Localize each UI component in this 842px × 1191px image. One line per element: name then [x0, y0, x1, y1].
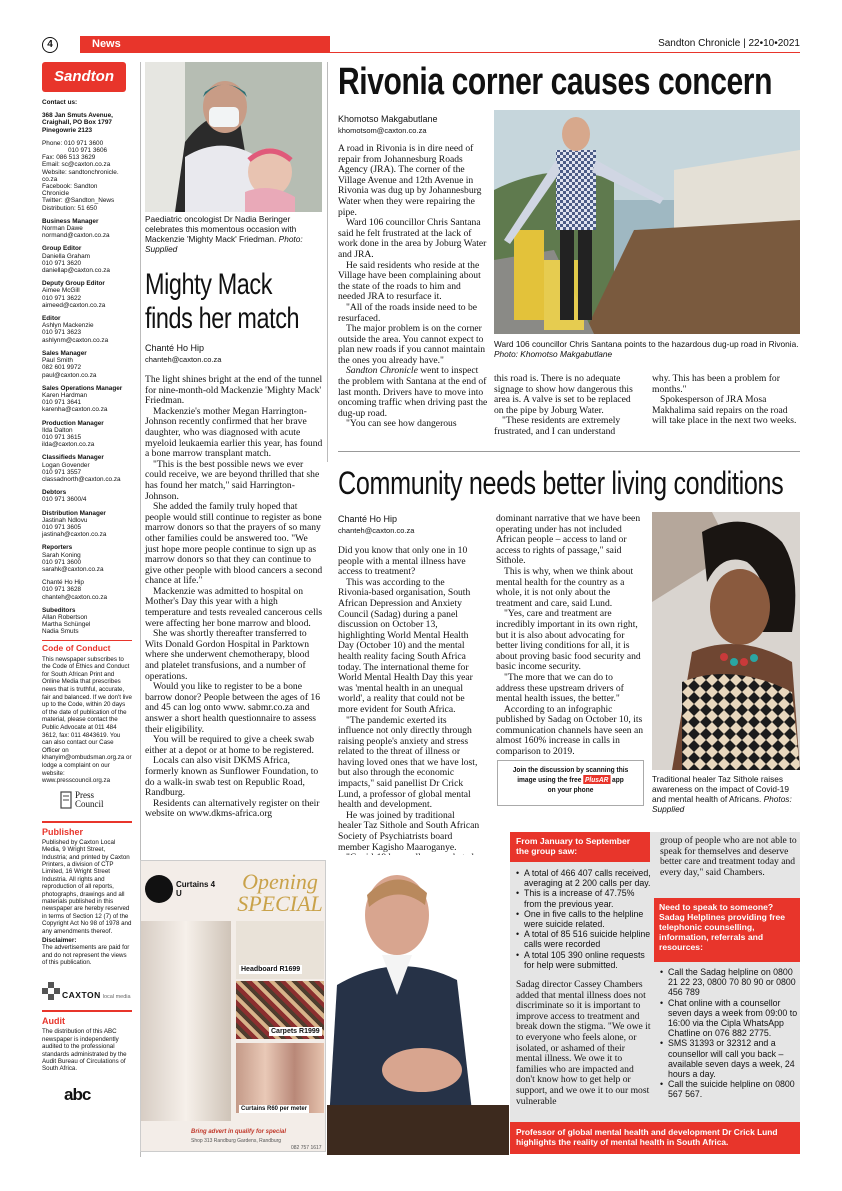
staff-entry: [42, 454, 132, 483]
paragraph: why. This has been a problem for months.": [652, 373, 780, 395]
publisher-text: Published by Caxton Local Media, 9 Wright Street, Industria; and printed by Caxton Printers, a division of CTP Limited, 16 Wright Street Industria. All rights and reproduction of all reports, photographs, drawings and all materials published in this newspaper are hereby reserved in terms of Section 12 (7) of the Copyright Act No 98 of 1978 and any amendments thereof.: [42, 838, 132, 935]
mighty-mack-caption: Paediatric oncologist Dr Nadia Beringer celebrates this momentous occasion with Mackenzie 'Mighty Mack' Friedman. Photo: Supplied: [145, 214, 303, 254]
help-heading: Need to speak to someone? Sadag Helplines providing free telephonic counselling, information, referrals and resources:: [654, 898, 800, 962]
community-headline: Community needs better living conditions: [338, 465, 784, 501]
mighty-mack-body: [145, 375, 323, 820]
community-column-4: group of people who are not able to speak for themselves and deserve better care and treatment today and every day," said Chambers.: [660, 835, 797, 878]
rivonia-column-2: [494, 374, 642, 438]
stats-after-text: [516, 980, 652, 1107]
staff-role: Subeditors: [42, 606, 76, 614]
staff-role: Sales Manager: [42, 349, 87, 357]
staff-line: 010 971 3605: [42, 523, 82, 531]
staff-entry: [42, 510, 132, 539]
app-promo: [497, 760, 644, 806]
paragraph: The major problem is on the corner outside the area. You cannot expect to plan new roads if you cannot maintain the ones you already have.": [338, 323, 486, 366]
staff-line: ilda@caxton.co.za: [42, 441, 95, 449]
rivonia-email: khomotsom@caxton.co.za: [338, 126, 427, 135]
paragraph: According to an infographic published by Sadag on October 10, its communication channels have seen an almost 160% increase in calls in comparison to 2019.: [496, 703, 644, 758]
paragraph: "The more that we can do to address these upstream drivers of mental health issues, the better.": [496, 671, 624, 705]
staff-role: Debtors: [42, 489, 67, 497]
list-item: • Call the suicide helpline on 0800 567 567.: [660, 1079, 798, 1099]
audit-heading: Audit: [42, 1016, 65, 1027]
staff-entry: [42, 489, 132, 503]
caxton-logo: CAXTON local media: [42, 982, 132, 1000]
paragraph: this road is. There is no adequate signage to show how dangerous this area is. A valve is set to be replaced on the pipe by Joburg Water.: [494, 373, 633, 416]
staff-entry: [42, 315, 132, 344]
list-item: • A total of 466 407 calls received, averaging at 2 200 calls per day.: [516, 868, 652, 888]
mighty-mack-byline: Chanté Ho Hip: [145, 343, 205, 353]
staff-entry: [42, 607, 132, 636]
paragraph: A road in Rivonia is in dire need of repair from Johannesburg Roads Agency (JRA). The corner of the Village Avenue and 12th Avenue in Rivonia was dug up by Johannesburg Water when they were repairing the pipe.: [338, 143, 482, 218]
staff-role: Sales Operations Manager: [42, 384, 123, 392]
curtains-advert: [140, 860, 326, 1152]
paragraph: She was shortly thereafter transferred to Wits Donald Gordon Hospital in Parktown where she underwent chemotherapy, blood and platelet transfusions, and a number of operations.: [145, 628, 310, 682]
staff-line: Norman Dawe: [42, 225, 83, 233]
staff-role: Reporters: [42, 544, 73, 552]
paragraph: You will be required to give a cheek swab either at a depot or at home to be registered.: [145, 734, 315, 756]
story-divider: [338, 451, 800, 452]
paragraph: Sandton Chronicle went to inspect the problem with Santana at the end of last month. Drivers have to move into oncoming traffic when driving past the dug-up road.: [338, 365, 488, 419]
ad-item-carpets: Carpets R1999: [271, 1028, 320, 1035]
staff-role: Business Manager: [42, 217, 99, 225]
ad-footer: Bring advert in qualify for special: [191, 1129, 287, 1135]
staff-line: Martha Schüngel: [42, 621, 91, 629]
staff-line: Ilda Dalton: [42, 426, 73, 434]
staff-list: [42, 218, 132, 636]
staff-line: Karen Hardman: [42, 391, 88, 399]
mighty-mack-email: chanteh@caxton.co.za: [145, 355, 222, 364]
rivonia-photo: [494, 110, 800, 334]
staff-line: daniellap@caxton.co.za: [42, 267, 110, 275]
list-item: • One in five calls to the helpline were suicide related.: [516, 909, 652, 929]
page-number: 4: [42, 37, 58, 53]
disclaimer-text: The advertisements are paid for and do not represent the views of this publication.: [42, 944, 130, 966]
staff-line: Ashlyn Mackenzie: [42, 322, 94, 330]
staff-line: Aimee McGill: [42, 287, 80, 295]
paragraph: dominant narrative that we have been operating under has not included African people – access to land or access to rights of passage," said Sithole.: [496, 513, 641, 567]
staff-line: 010 971 3622: [42, 294, 82, 302]
mighty-mack-headline-wrap: [145, 268, 323, 338]
staff-line: ashlynm@caxton.co.za: [42, 336, 109, 344]
staff-line: 010 971 3557: [42, 468, 82, 476]
staff-entry: [42, 218, 132, 240]
column-rule: [327, 62, 328, 462]
staff-line: sarahk@caxton.co.za: [42, 565, 104, 573]
healer-photo: [652, 512, 800, 770]
mighty-mack-photo: [145, 62, 322, 212]
abc-logo: abc: [64, 1084, 91, 1104]
staff-role: Classifieds Manager: [42, 454, 104, 462]
staff-line: Jastinah Ndlovu: [42, 516, 88, 524]
staff-entry: [42, 350, 132, 379]
staff-line: Chanté Ho Hip: [42, 579, 84, 587]
staff-role: Distribution Manager: [42, 509, 106, 517]
press-council-logo: Press Council: [60, 791, 132, 809]
paragraph: Mackenzie was admitted to hospital on Mother's Day this year with a high temperature and tests revealed cancerous cells were affecting her bone marrow and blood.: [145, 585, 323, 629]
staff-line: 082 601 9972: [42, 364, 82, 372]
paragraph: "You can see how dangerous: [346, 418, 457, 430]
community-column-1: [338, 546, 480, 896]
contact-details: Phone: 010 971 3600 010 971 3606 Fax: 086 513 3629 Email: sc@caxton.co.za Website: sandtonchronicle. co.za Facebook: Sandton Chronicle Twitter: @Sandton_News Distribution: 51 650: [42, 139, 119, 212]
staff-entry: [42, 544, 132, 600]
publication-date: Sandton Chronicle | 22•10•2021: [658, 38, 800, 49]
staff-line: aimeed@caxton.co.za: [42, 301, 106, 309]
staff-line: 010 971 3600/4: [42, 496, 87, 504]
paragraph: "This is the best possible news we ever could receive, we are beyond thrilled that she has found her match," said Harrington-Johnson.: [145, 458, 320, 502]
paragraph: This is why, when we think about mental health for the country as a whole, it is not only about the treatment and care, said Lund.: [496, 565, 634, 609]
code-of-conduct-heading: Code of Conduct: [42, 640, 132, 653]
staff-role: Group Editor: [42, 245, 82, 253]
paragraph: Ward 106 councillor Chris Santana said he felt frustrated at the lack of work done in the area by Joburg Water and JRA.: [338, 217, 487, 260]
staff-line: 010 971 3628: [42, 586, 82, 594]
paragraph: "Yes, care and treatment are incredibly important in its own right, but it is also about advocating for better living conditions for all, it is about proving basic food security and basic income security.: [496, 608, 641, 673]
community-email: chanteh@caxton.co.za: [338, 526, 415, 535]
lund-caption: Professor of global mental health and development Dr Crick Lund highlights the reality of mental health in South Africa.: [510, 1122, 800, 1154]
staff-line: Logan Govender: [42, 461, 90, 469]
paragraph: Did you know that only one in 10 people with a mental illness have access to treatment?: [338, 545, 468, 578]
paragraph: He was joined by traditional healer Taz Sithole and South African Society of Psychiatrists board member Kagisho Maaroganye.: [338, 809, 480, 853]
staff-entry: [42, 420, 132, 449]
staff-line: paul@caxton.co.za: [42, 371, 97, 379]
list-item: • A total 105 390 online requests for help were submitted.: [516, 950, 652, 970]
mighty-mack-headline: Mighty Mack finds her match: [145, 268, 300, 335]
paragraph: "All of the roads inside need to be resurfaced.: [338, 301, 478, 324]
staff-role: Deputy Group Editor: [42, 280, 105, 288]
paragraph: "The pandemic exerted its influence not only directly through raising people's anxiety and stress related to the threat of illness or having loved ones that we have lost, but also through the economic impacts," said panellist Dr Crick Lund, a professor of global mental health and development.: [338, 714, 478, 811]
publisher-heading: Publisher: [42, 826, 84, 837]
ad-brand: Curtains 4 U: [176, 880, 216, 898]
list-item: • This is a increase of 47.75% from the previous year.: [516, 888, 652, 908]
staff-line: normand@caxton.co.za: [42, 232, 110, 240]
ad-item-headboard: Headboard R1699: [241, 966, 301, 973]
paragraph: She added the family truly hoped that people would still continue to register as bone marrow donors so that the prayers of so many other families could be answered too. "We just hope more people continue to sign up as marrow donors so that they can continue to give other people with blood cancers a second chance at life.": [145, 501, 323, 587]
paragraph: Locals can also visit DKMS Africa, formerly known as Sunflower Foundation, to do a walk-in swab test on Republic Road, Randburg.: [145, 755, 319, 799]
staff-line: classadnorth@caxton.co.za: [42, 475, 121, 483]
paragraph: Residents can alternatively register on their website on www.dkms-africa.org: [145, 797, 320, 820]
staff-line: 010 971 3623: [42, 329, 82, 337]
sandton-chronicle-logo: [42, 62, 126, 92]
section-tab: News: [80, 36, 330, 53]
staff-line: Sarah Koning: [42, 551, 81, 559]
ad-item-curtains: Curtains R60 per meter: [241, 1106, 308, 1112]
help-list: [660, 967, 798, 1100]
healer-caption: Traditional healer Taz Sithole raises awareness on the impact of Covid-19 and mental health of Africans. Photos: Supplied: [652, 774, 792, 814]
paragraph: This was according to the Rivonia-based organisation, South African Depression and Anxiety Council (Sadag) during a panel discussion on October 13, highlighting World Mental Health Day (October 10) and the mental health reality facing South Africa today. The international theme for World Mental Health Day this year was 'mental health in an unequal world', a reality that could not be more evident for South Africa.: [338, 576, 473, 715]
app-promo-text: Join the discussion by scanning this image using the free PlusAR app on your phone: [512, 765, 629, 794]
app-logo: PlusAR: [584, 775, 609, 784]
staff-line: karenha@caxton.co.za: [42, 406, 108, 414]
community-column-2: [496, 514, 644, 758]
staff-line: 010 971 3641: [42, 399, 82, 407]
community-headline-wrap: [338, 464, 808, 504]
staff-line: Allan Robertson: [42, 613, 88, 621]
stats-heading: From January to September the group saw:: [510, 832, 650, 862]
lund-photo: [327, 855, 509, 1155]
rivonia-headline: Rivonia corner causes concern: [338, 61, 773, 103]
community-byline: Chanté Ho Hip: [338, 514, 398, 524]
ad-phone: 082 757 1617: [291, 1145, 322, 1151]
staff-role: Production Manager: [42, 419, 104, 427]
ad-address: Shop 313 Randburg Gardens, Randburg: [191, 1138, 282, 1144]
rivonia-column-3: [652, 374, 800, 427]
list-item: • SMS 31393 or 32312 and a counsellor will call you back – available seven days a week, 24 hours a day.: [660, 1038, 798, 1079]
paragraph: The light shines bright at the end of the tunnel for nine-month-old Mackenzie 'Mighty Mack' Friedman.: [145, 374, 323, 407]
list-item: • Chat online with a counsellor seven days a week from 09:00 to 16:00 via the Cipla WhatsApp Chatline on 076 882 2775.: [660, 998, 798, 1039]
header-rule: [80, 52, 800, 53]
staff-line: jastinah@caxton.co.za: [42, 531, 107, 539]
staff-line: Paul Smith: [42, 357, 73, 365]
paragraph: Would you like to register to be a bone barrow donor? People between the ages of 16 and 45 can log onto www. sabmr.co.za and answer a short health questionnaire to assess their eligibility.: [145, 681, 321, 735]
paragraph: Sadag director Cassey Chambers added that mental illness does not discriminate so it is important to improve access to treatment and break down the stigma. "We owe it to everyone who feels alone, or isolated, or ashamed of their mental illness. We owe it to families who are impacted and don't know how to get help or support, and we owe it to our most vulnerable: [516, 979, 651, 1107]
list-item: • A total of 85 516 suicide helpline calls were recorded: [516, 929, 652, 949]
disclaimer-heading: Disclaimer:: [42, 936, 77, 944]
staff-role: Editor: [42, 315, 61, 323]
staff-entry: [42, 245, 132, 274]
sidebar: [42, 62, 132, 1105]
logo-text: Sandton: [54, 68, 114, 85]
paragraph: "These residents are extremely frustrated, and I can understand: [494, 415, 621, 437]
contact-heading: Contact us:: [42, 99, 78, 106]
staff-entry: [42, 385, 132, 414]
staff-line: 010 971 3620: [42, 259, 82, 267]
rivonia-byline: Khomotso Makgabutlane: [338, 114, 438, 124]
staff-line: 010 971 3615: [42, 433, 82, 441]
ad-tagline: Opening SPECIAL: [237, 869, 323, 916]
caxton-icon: [42, 982, 60, 1000]
staff-line: Nadia Smuts: [42, 628, 79, 636]
staff-line: chanteh@caxton.co.za: [42, 593, 108, 601]
rivonia-headline-wrap: [338, 60, 808, 104]
curtains-logo-icon: [145, 875, 173, 903]
press-council-icon: [60, 791, 72, 809]
audit-text: The distribution of this ABC newspaper is independently audited to the professional standards administrated by the Audit Bureau of Circulations of South Africa.: [42, 1028, 127, 1073]
list-item: • Call the Sadag helpline on 0800 21 22 23, 0800 70 80 90 or 0800 456 789: [660, 967, 798, 998]
rivonia-column-1: [338, 144, 488, 430]
paragraph: He said residents who reside at the Village have been complaining about the state of the roads to him and needed JRA to resurface it.: [338, 259, 481, 303]
code-of-conduct-text: This newspaper subscribes to the Code of Ethics and Conduct for South African Print and Online Media that prescribes news that is truthful, accurate, fair and balanced. If we don't live up to the Code, within 20 days of the date of publication of the material, please contact the Public Advocate at 011 484 3612, fax: 011 4843619. You can also contact our Case Officer on khanyim@ombudsman.org.za or lodge a complaint on our website: www.presscouncil.org.za: [42, 655, 132, 785]
staff-line: Daniella Graham: [42, 252, 90, 260]
rivonia-caption: Ward 106 councillor Chris Santana points to the hazardous dug-up road in Rivonia. Photo: Khomotso Makgabutlane: [494, 339, 799, 359]
staff-line: 010 971 3600: [42, 558, 82, 566]
paragraph: Mackenzie's mother Megan Harrington-Johnson recently confirmed that her brave daughter, who was diagnosed with acute myeloid leukaemia earlier this year, has found a bone marrow transplant match.: [145, 405, 323, 460]
stats-list: [516, 868, 652, 970]
staff-entry: [42, 280, 132, 309]
paragraph: Spokesperson of JRA Mosa Makhalima said repairs on the road will take place in the next two weeks.: [652, 394, 797, 427]
contact-address: 368 Jan Smuts Avenue, Craighall, PO Box 1797 Pinegowrie 2123: [42, 112, 113, 134]
